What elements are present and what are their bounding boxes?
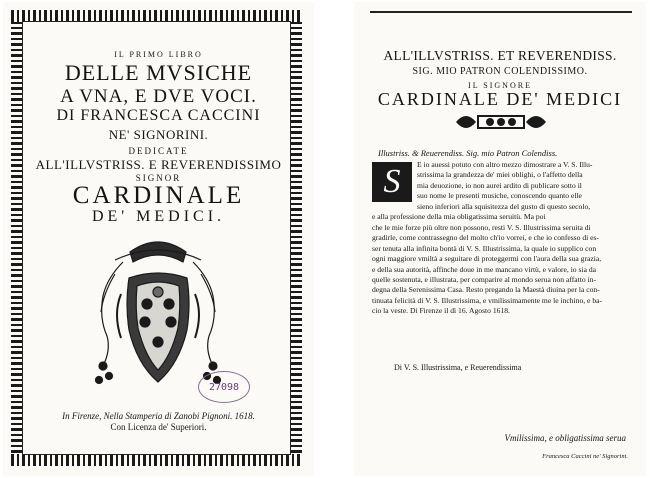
stamp-number: 27098 bbox=[208, 381, 240, 393]
author-line: DI FRANCESCA CACCINI bbox=[56, 107, 261, 124]
closing-formula: Di V. S. Illustrissima, e Reuerendissima bbox=[394, 363, 522, 372]
body-line: strissima la grandezza de' miei oblighi, o l'affetto della bbox=[417, 170, 583, 180]
imprint-line: In Firenze, Nella Stamperia di Zanobi Pignoni. 1618. bbox=[62, 411, 255, 421]
title-line-musiche: DELLE MVSICHE bbox=[64, 60, 253, 85]
dedication-page bbox=[354, 2, 646, 476]
title-page bbox=[3, 2, 314, 476]
body-line: ogni maggiore vmiltà a seguitare di proteggermi con l'aura della sua grazia, bbox=[372, 254, 602, 264]
body-line: tinuata felicità di V. S. Illustrissima, e vmilissimamente me le inchino, e ba- bbox=[372, 295, 603, 305]
closing-phrase: Vmilissima, e obligatissima serua bbox=[504, 433, 626, 443]
dedication-header-line1: ALL'ILLVSTRISS. ET REVERENDISS. bbox=[383, 48, 617, 63]
body-line: degna della Serenissima Casa. Resto pregando la Maestà diuina per la con- bbox=[372, 285, 600, 295]
signature: Francesca Caccini ne' Signorini. bbox=[542, 453, 628, 460]
body-line: cio la veste. Di Firenze il dì 16. Agosto 1618. bbox=[372, 306, 510, 316]
title-line-voci: A VNA, E DVE VOCI. bbox=[60, 86, 257, 107]
medici-line: DE' MEDICI. bbox=[91, 208, 226, 225]
library-stamp bbox=[198, 371, 250, 403]
body-line: E io auessi potuto con altro mezzo dimostrare a V. S. Illu- bbox=[417, 160, 593, 169]
dropcap-letter: S bbox=[372, 162, 412, 202]
dedicatee-line: ALL'ILLVSTRISS. E REVERENDISSIMO bbox=[35, 157, 282, 172]
dedication-header-line4: CARDINALE DE' MEDICI bbox=[377, 89, 623, 109]
cardinale-line: CARDINALE bbox=[72, 182, 245, 209]
license-line: Con Licenza de' Superiori. bbox=[110, 422, 207, 432]
body-line: ser tenuta alla infinita bontà di V. S. Illustrissima, la quale io supplico con bbox=[372, 243, 597, 253]
body-line: e della sua autorità, affinche doue in me mancano virtù, e valore, io sia da bbox=[372, 264, 597, 274]
dedication-header-line3: IL SIGNORE bbox=[468, 81, 532, 90]
body-line: quelle sostenuta, e illustrata, per comparire al mondo serua non affatto in- bbox=[372, 274, 597, 284]
signor-line: SIGNOR bbox=[135, 173, 182, 183]
ornament-icon bbox=[456, 110, 546, 134]
body-line: e alla professione della mia obligatissima seruitù. Ma poi bbox=[372, 212, 546, 222]
body-line: sieno inferiori alla squisitezza del gusto di questo secolo, bbox=[417, 201, 591, 211]
dedicate-line: DEDICATE bbox=[128, 146, 189, 156]
top-rule bbox=[370, 11, 632, 13]
body-line: suo nome le presenti musiche, conoscendo quanto elle bbox=[417, 191, 582, 201]
dedication-header-line2: SIG. MIO PATRON COLENDISSIMO. bbox=[412, 66, 588, 77]
salutation: Illustriss. & Reuerendiss. Sig. mio Patron Colendiss. bbox=[378, 148, 558, 158]
body-line: gradirle, come contrassegno del molto ch'io vorrei, e che io confesso di es- bbox=[372, 233, 599, 243]
body-line: che le mie forze più oltre non possono, resti V. S. Illustrissima seruita di bbox=[372, 222, 591, 232]
dedication-body bbox=[372, 160, 632, 317]
title-line-primo-libro: IL PRIMO LIBRO bbox=[114, 50, 203, 59]
body-line: mia deuozione, io non aurei ardito di publicare sotto il bbox=[417, 180, 582, 190]
author-surname-line: NE' SIGNORINI. bbox=[108, 127, 209, 142]
